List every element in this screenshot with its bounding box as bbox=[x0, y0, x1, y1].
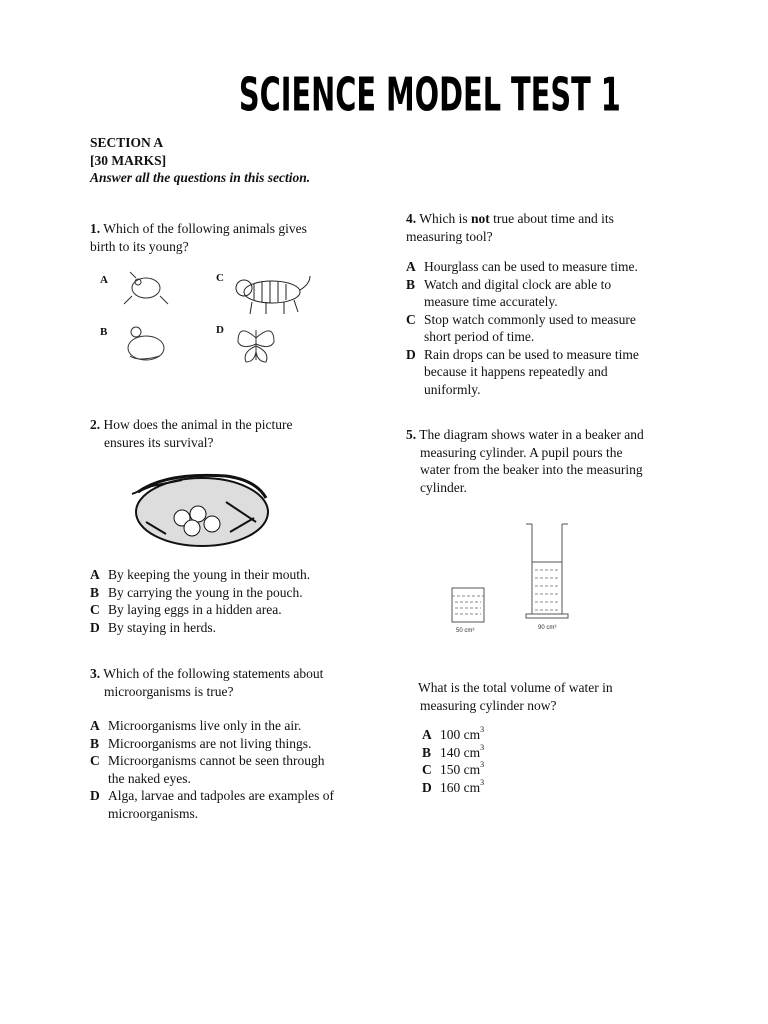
option-label: C bbox=[216, 272, 224, 284]
option-d[interactable] bbox=[406, 346, 706, 399]
section-name: SECTION A bbox=[90, 135, 164, 150]
option-b[interactable] bbox=[90, 735, 390, 753]
option-text: Stop watch commonly used to measure bbox=[424, 311, 636, 327]
question-number: 2. bbox=[90, 417, 101, 432]
option-b[interactable] bbox=[90, 584, 390, 602]
question-text: water from the beaker into the measuring bbox=[420, 462, 643, 477]
option-letter: C bbox=[406, 311, 416, 327]
frog-icon bbox=[116, 266, 176, 310]
option-d[interactable] bbox=[90, 787, 390, 822]
question-text: cylinder. bbox=[420, 479, 467, 495]
crocodile-nest-figure bbox=[126, 462, 272, 552]
section-instruction: Answer all the questions in this section. bbox=[90, 170, 311, 185]
butterfly-icon bbox=[232, 322, 280, 366]
unit-exponent: 3 bbox=[480, 725, 485, 734]
option-letter: B bbox=[406, 276, 416, 292]
option-letter: C bbox=[90, 753, 100, 768]
option-text: Microorganisms cannot be seen through bbox=[108, 753, 325, 768]
option-c[interactable] bbox=[406, 311, 706, 346]
beaker-volume-label: 50 cm³ bbox=[456, 628, 475, 634]
option-b[interactable] bbox=[422, 744, 622, 762]
question-4 bbox=[406, 210, 696, 245]
option-letter: B bbox=[90, 735, 100, 751]
option-text: Watch and digital clock are able to bbox=[424, 276, 612, 292]
title-lettering bbox=[236, 62, 621, 126]
option-a[interactable] bbox=[406, 258, 706, 276]
option-text: measure time accurately. bbox=[424, 294, 558, 309]
option-text: because it happens repeatedly and bbox=[424, 364, 608, 379]
question-text: microorganisms is true? bbox=[104, 683, 234, 699]
option-a[interactable] bbox=[90, 717, 390, 735]
question-text: The diagram shows water in a beaker and bbox=[419, 427, 644, 442]
option-d[interactable] bbox=[90, 619, 390, 637]
question-5-options bbox=[422, 726, 622, 796]
question-number: 5. bbox=[406, 427, 417, 442]
option-text: Rain drops can be used to measure time bbox=[424, 346, 639, 362]
option-text: the naked eyes. bbox=[108, 770, 191, 786]
question-number: 3. bbox=[90, 666, 101, 681]
option-text: 150 cm bbox=[440, 762, 481, 777]
beaker-icon bbox=[452, 588, 484, 622]
option-letter: D bbox=[90, 619, 100, 635]
beaker-cylinder-figure bbox=[440, 510, 610, 638]
question-number: 4. bbox=[406, 211, 417, 226]
crocodile-nest-icon bbox=[126, 462, 272, 552]
option-text: microorganisms. bbox=[108, 805, 199, 821]
option-text: 160 cm bbox=[440, 779, 481, 795]
option-text: Alga, larvae and tadpoles are examples of bbox=[108, 788, 335, 803]
question-2-options bbox=[90, 566, 390, 636]
option-text: By laying eggs in a hidden area. bbox=[108, 602, 282, 617]
cylinder-volume-label: 90 cm³ bbox=[538, 625, 557, 631]
option-text: By carrying the young in the pouch. bbox=[108, 584, 303, 600]
question-text: ensures its survival? bbox=[104, 434, 214, 450]
beaker-cylinder-diagram bbox=[440, 510, 610, 638]
question-4-options bbox=[406, 258, 706, 398]
unit-exponent: 3 bbox=[480, 777, 485, 787]
option-text: 140 cm bbox=[440, 744, 481, 760]
question-text: measuring cylinder. A pupil pours the bbox=[420, 444, 623, 460]
option-text: uniformly. bbox=[424, 381, 481, 397]
option-label: B bbox=[100, 326, 108, 338]
option-text: By keeping the young in their mouth. bbox=[108, 567, 311, 582]
option-c[interactable] bbox=[90, 752, 390, 787]
option-text: Microorganisms are not living things. bbox=[108, 735, 312, 751]
question-text: Which of the following statements about bbox=[103, 666, 324, 681]
question-emphasis: not bbox=[471, 211, 490, 226]
option-letter: A bbox=[422, 727, 432, 742]
option-letter: C bbox=[422, 762, 432, 777]
question-3-options bbox=[90, 717, 390, 822]
option-a[interactable] bbox=[422, 726, 622, 744]
cylinder-icon bbox=[532, 524, 562, 614]
question-2 bbox=[90, 416, 380, 451]
option-label: A bbox=[100, 274, 108, 286]
option-b[interactable] bbox=[406, 276, 706, 311]
section-marks: [30 MARKS] bbox=[90, 152, 167, 168]
option-letter: B bbox=[90, 584, 100, 600]
option-text: By staying in herds. bbox=[108, 619, 216, 635]
page-title bbox=[236, 62, 621, 126]
option-letter: D bbox=[422, 779, 432, 795]
question-text: true about time and its bbox=[493, 211, 614, 226]
question-text: Which is bbox=[419, 211, 468, 226]
option-text: 100 cm bbox=[440, 727, 481, 742]
option-text: Hourglass can be used to measure time. bbox=[424, 259, 638, 274]
question-5 bbox=[406, 426, 706, 496]
section-header bbox=[90, 134, 310, 187]
unit-exponent: 3 bbox=[480, 742, 485, 752]
question-text: birth to its young? bbox=[90, 238, 189, 254]
tiger-icon bbox=[232, 268, 312, 316]
option-letter: C bbox=[90, 602, 100, 617]
unit-exponent: 3 bbox=[480, 760, 485, 769]
option-d[interactable] bbox=[422, 779, 622, 797]
option-letter: A bbox=[90, 567, 100, 582]
option-letter: B bbox=[422, 744, 432, 760]
question-text: measuring tool? bbox=[406, 228, 493, 244]
question-1 bbox=[90, 220, 380, 255]
question-3 bbox=[90, 665, 390, 700]
option-letter: D bbox=[406, 346, 416, 362]
question-text: What is the total volume of water in bbox=[418, 680, 613, 695]
option-text: Microorganisms live only in the air. bbox=[108, 718, 302, 733]
turtle-icon bbox=[118, 322, 174, 366]
question-text: Which of the following animals gives bbox=[103, 221, 307, 236]
option-letter: A bbox=[406, 259, 416, 274]
animals-figure bbox=[96, 266, 316, 378]
question-text: How does the animal in the picture bbox=[103, 417, 293, 432]
option-c[interactable] bbox=[90, 601, 390, 619]
question-number: 1. bbox=[90, 221, 101, 236]
svg-text:SCIENCE MODEL TEST 1: SCIENCE MODEL TEST 1 bbox=[238, 68, 621, 123]
option-letter: A bbox=[90, 718, 100, 733]
option-letter: D bbox=[90, 788, 100, 803]
question-text: measuring cylinder now? bbox=[420, 697, 557, 713]
option-label: D bbox=[216, 324, 224, 336]
question-5-prompt bbox=[418, 679, 708, 714]
option-text: short period of time. bbox=[424, 329, 535, 344]
option-c[interactable] bbox=[422, 761, 622, 779]
option-a[interactable] bbox=[90, 566, 390, 584]
